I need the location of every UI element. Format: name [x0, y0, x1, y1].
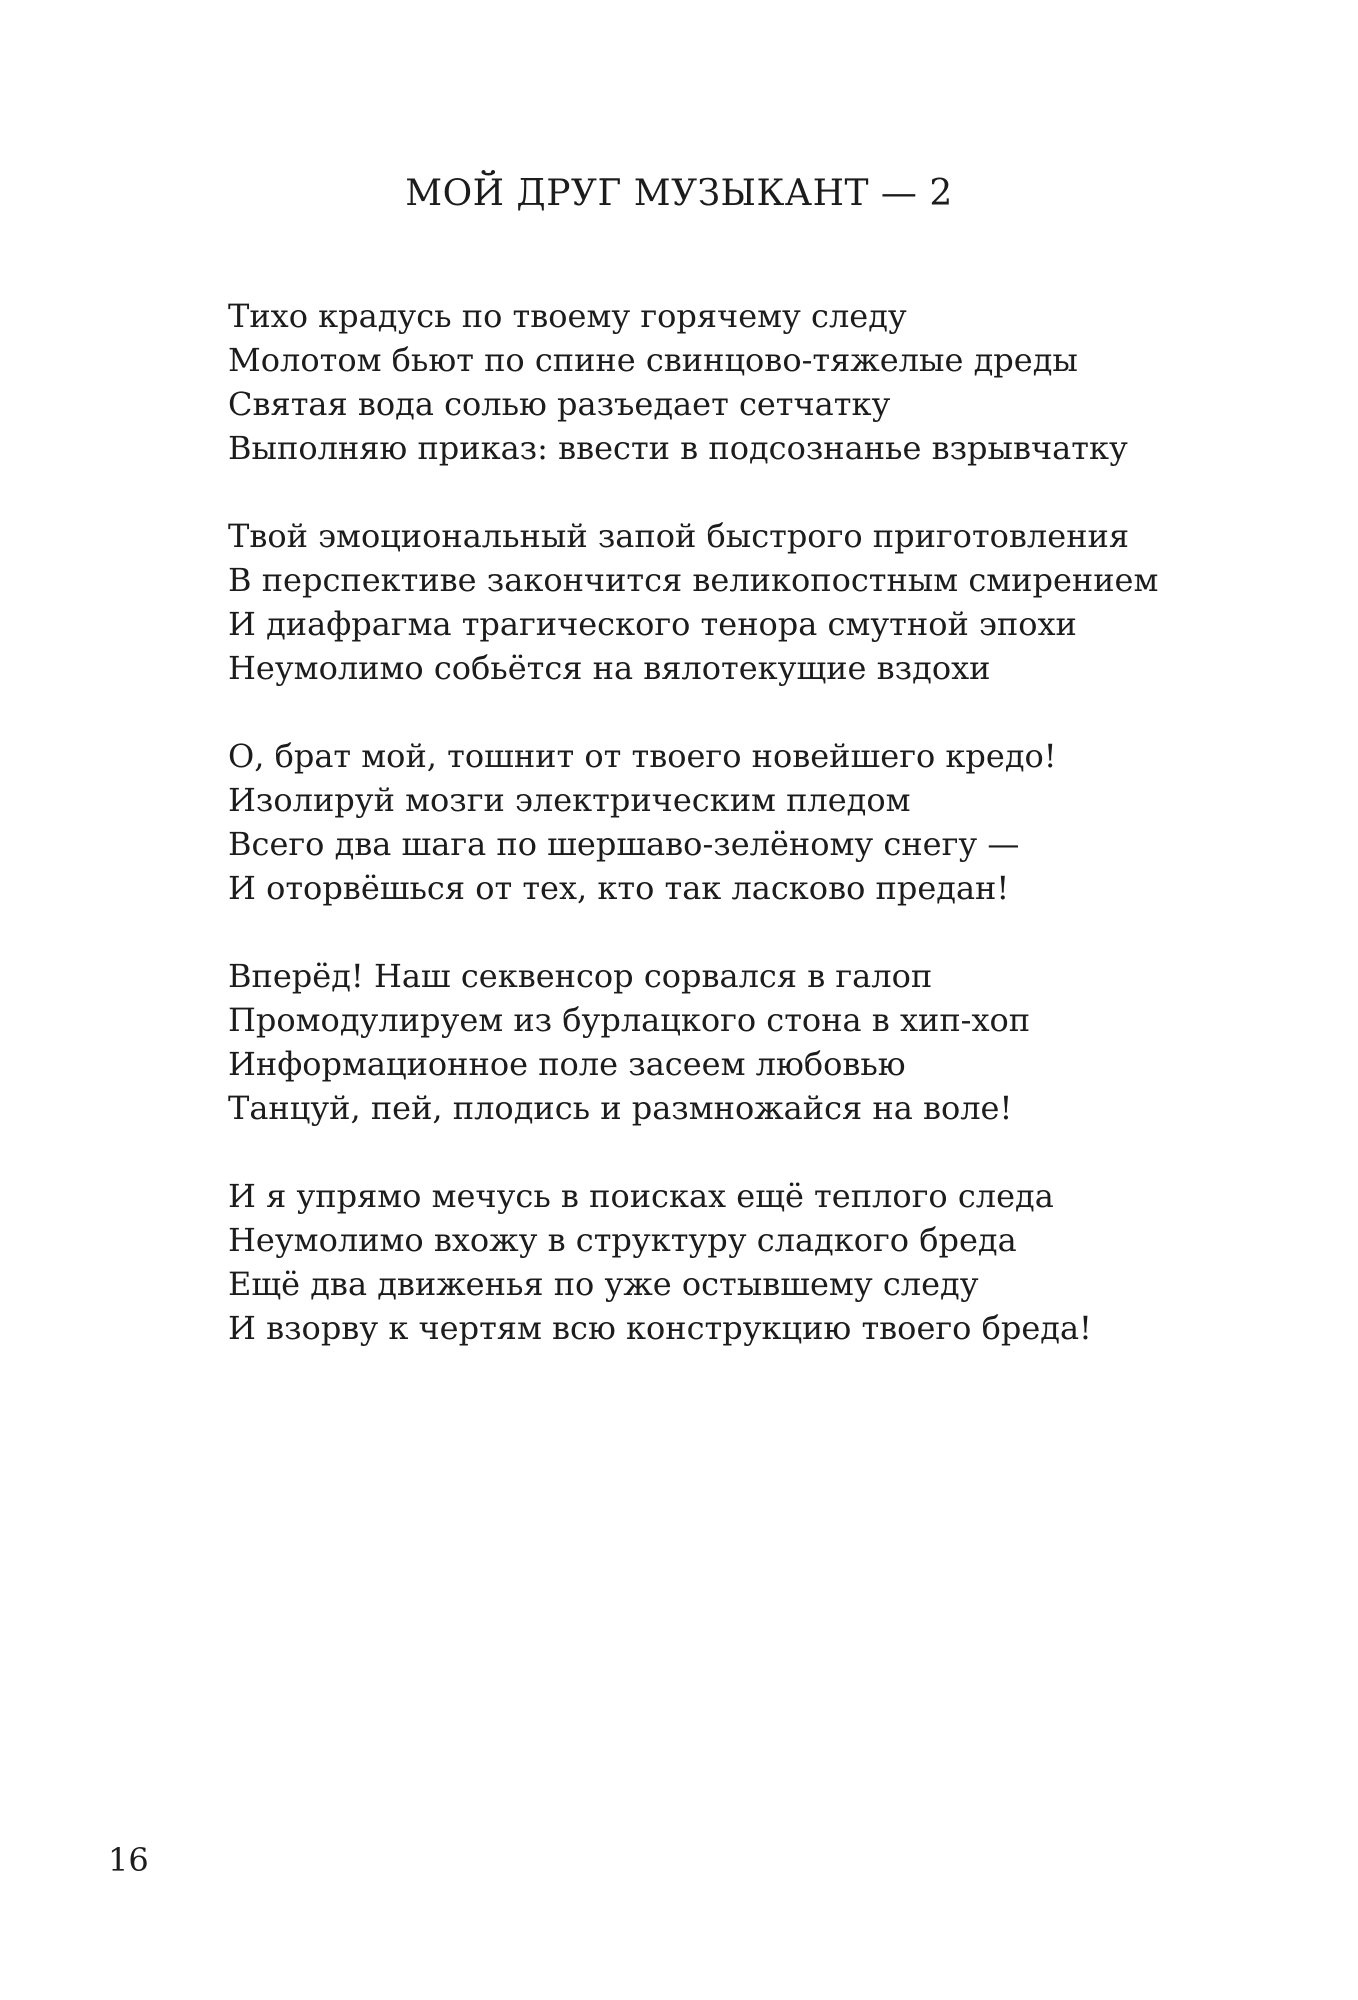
poem-line: Изолируй мозги электрическим пледом — [228, 781, 911, 819]
stanza — [228, 294, 1308, 470]
poem-title: МОЙ ДРУГ МУЗЫКАНТ — 2 — [405, 173, 953, 214]
poem-line: И диафрагма трагического тенора смутной эпохи — [228, 605, 1077, 643]
poem-line: Вперёд! Наш секвенсор сорвался в галоп — [228, 957, 933, 995]
stanza — [228, 514, 1308, 690]
stanza — [228, 954, 1308, 1130]
poem-line: Промодулируем из бурлацкого стона в хип-хоп — [228, 1001, 1031, 1039]
poem-line: О, брат мой, тошнит от твоего новейшего кредо! — [228, 737, 1057, 775]
poem-line: Танцуй, пей, плодись и размножайся на воле! — [228, 1089, 1013, 1127]
poem-line: В перспективе закончится великопостным смирением — [228, 561, 1159, 599]
poem-line: Информационное поле засеем любовью — [228, 1045, 906, 1083]
poem-line: Неумолимо собьётся на вялотекущие вздохи — [228, 649, 991, 687]
poem-line: И оторвёшься от тех, кто так ласково предан! — [228, 869, 1010, 907]
poem-line: Тихо крадусь по твоему горячему следу — [228, 297, 907, 335]
page-number: 16 — [108, 1841, 149, 1879]
poem-line: Молотом бьют по спине свинцово-тяжелые дреды — [228, 341, 1078, 379]
stanza — [228, 734, 1308, 910]
poem-body — [228, 294, 1308, 1394]
poem-line: Выполняю приказ: ввести в подсознанье взрывчатку — [228, 429, 1128, 467]
poem-line: Твой эмоциональный запой быстрого приготовления — [228, 517, 1130, 555]
poem-line: Неумолимо вхожу в структуру сладкого бреда — [228, 1221, 1017, 1259]
poem-line: Святая вода солью разъедает сетчатку — [228, 385, 891, 423]
stanza — [228, 1174, 1308, 1350]
poem-line: Ещё два движенья по уже остывшему следу — [228, 1265, 979, 1303]
poem-line: И я упрямо мечусь в поисках ещё теплого следа — [228, 1177, 1054, 1215]
poem-line: И взорву к чертям всю конструкцию твоего бреда! — [228, 1309, 1092, 1347]
poem-line: Всего два шага по шершаво-зелёному снегу — — [228, 825, 1020, 863]
